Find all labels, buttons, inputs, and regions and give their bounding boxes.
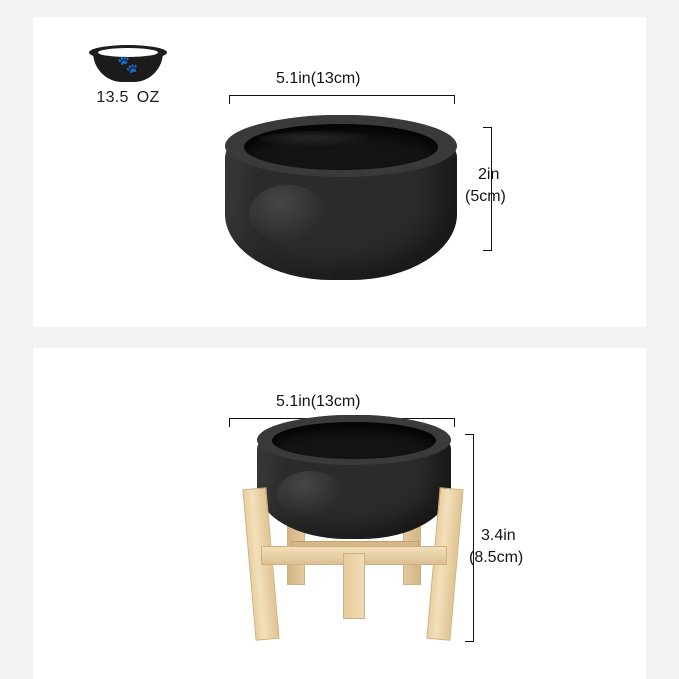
capacity-value: 13.5 xyxy=(96,89,129,106)
paw-print-icon: 🐾 xyxy=(117,55,139,74)
top-width-rule xyxy=(229,95,455,104)
top-height-label-line2: (5cm) xyxy=(465,188,506,205)
top-width-label: 5.1in(13cm) xyxy=(276,70,361,87)
capacity-badge xyxy=(63,45,193,107)
bottom-width-label: 5.1in(13cm) xyxy=(276,393,361,410)
plain-bowl-image xyxy=(225,115,457,280)
stand-center-support xyxy=(343,553,365,619)
bottom-height-rule xyxy=(465,434,474,642)
capacity-label xyxy=(63,89,193,107)
bottom-height-label-line2: (8.5cm) xyxy=(469,549,524,566)
top-height-label-line1: 2in xyxy=(478,166,500,183)
bottom-height-label-line1: 3.4in xyxy=(481,527,516,544)
capacity-unit: OZ xyxy=(136,89,160,106)
plain-bowl-panel xyxy=(33,17,646,327)
bowl-with-stand-image xyxy=(225,415,495,640)
bowl-in-stand xyxy=(257,415,451,539)
dog-bowl-with-paw-icon xyxy=(89,45,167,83)
bowl-with-stand-panel xyxy=(33,348,646,679)
